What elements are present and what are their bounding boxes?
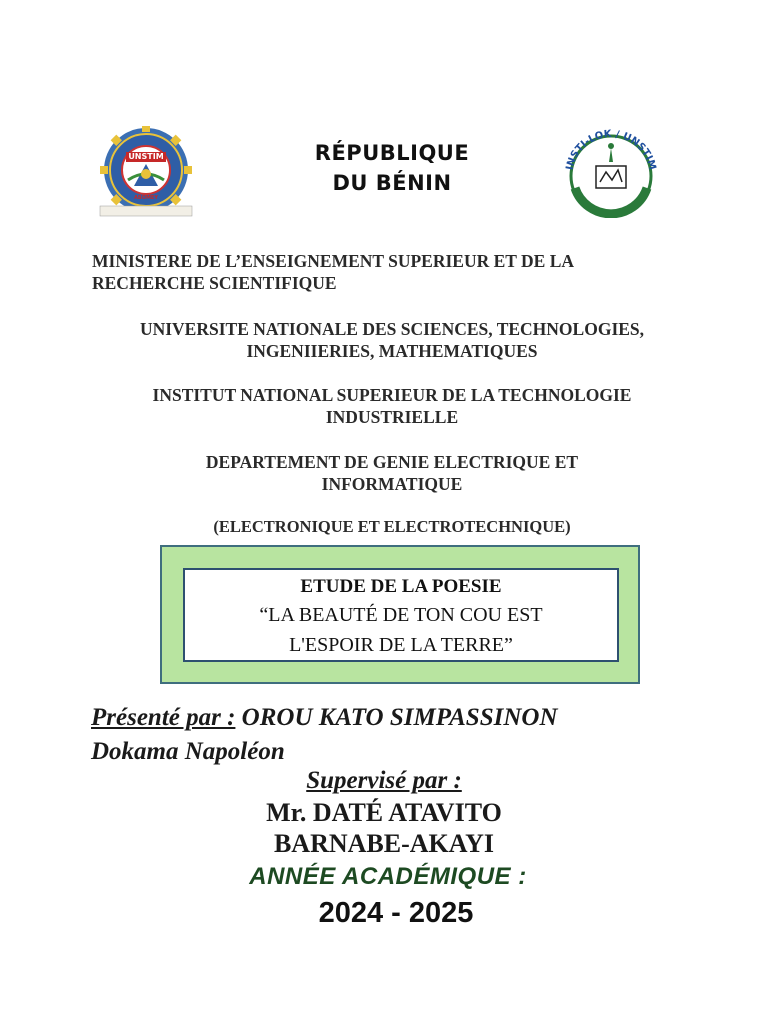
logo-right-text: INSTI-LOK / UNSTIM [564,128,658,172]
institut-heading [60,384,724,428]
republique-line-2: DU BÉNIN [332,171,452,195]
subject-title: ETUDE DE LA POESIE [300,576,502,597]
institut-line-2: INDUSTRIELLE [325,407,459,427]
presented-by [91,704,558,732]
departement-heading [60,451,724,495]
supervised-by [0,767,768,795]
supervised-label: Supervisé par : [306,767,462,794]
logo-left-sub: ABOMEY [134,195,158,201]
universite-heading [60,318,724,362]
ministere-line-1: MINISTERE DE L’ENSEIGNEMENT SUPERIEUR ET DE LA [92,251,575,271]
poem-title-line-2: L'ESPOIR DE LA TERRE” [289,634,513,656]
departement-line-1: DEPARTEMENT DE GENIE ELECTRIQUE ET [205,452,579,472]
universite-line-2: INGENIIERIES, MATHEMATIQUES [246,341,538,361]
supervisor-line-2: BARNABE-AKAYI [273,829,495,858]
ministere-line-2: RECHERCHE SCIENTIFIQUE [92,273,337,293]
poem-title-line-1: “LA BEAUTÉ DE TON COU EST [259,604,543,626]
specialite-heading: (ELECTRONIQUE ET ELECTROTECHNIQUE) [213,517,571,536]
presented-name-1: OROU KATO SIMPASSINON [235,704,558,731]
academic-year-label: ANNÉE ACADÉMIQUE : [249,863,527,890]
supervisor-line-1: Mr. DATÉ ATAVITO [266,798,502,827]
logo-left-text: UNSTIM [128,152,164,161]
republique-line-1: RÉPUBLIQUE [314,141,470,165]
presented-name-2: Dokama Napoléon [91,738,285,765]
academic-years: 2024 - 2025 [318,897,474,929]
departement-line-2: INFORMATIQUE [321,474,463,494]
ministere-heading [92,250,692,294]
presented-label: Présenté par : [91,704,236,731]
universite-line-1: UNIVERSITE NATIONALE DES SCIENCES, TECHNOLOGIES, [139,319,645,339]
institut-line-1: INSTITUT NATIONAL SUPERIEUR DE LA TECHNOLOGIE [152,385,632,405]
republique-title [0,138,768,198]
